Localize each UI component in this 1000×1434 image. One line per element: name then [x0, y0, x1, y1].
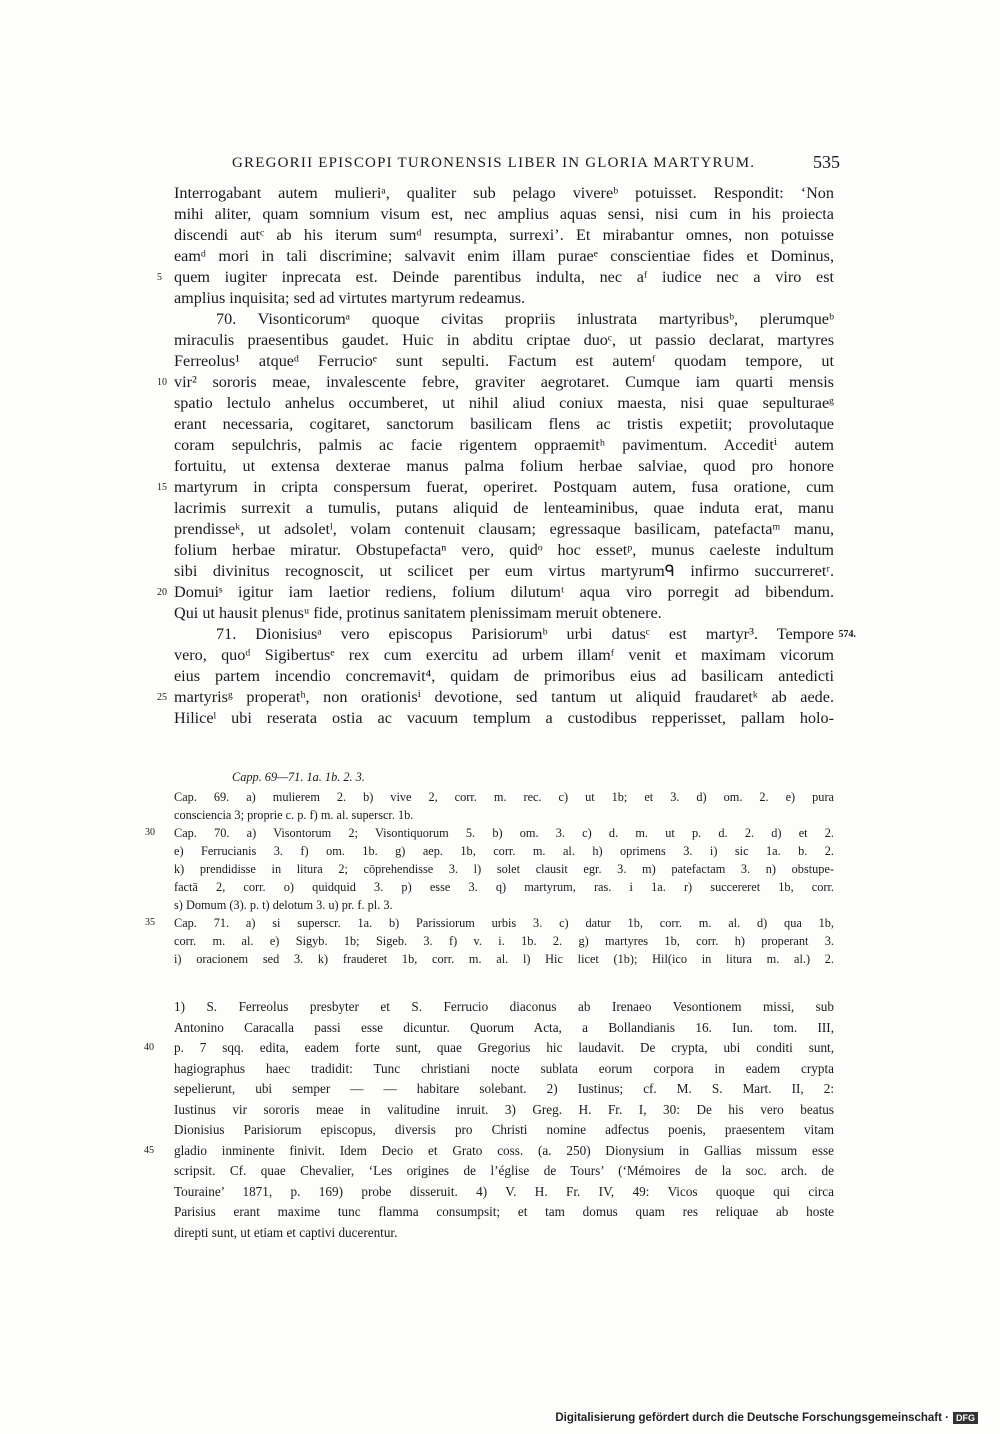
main-text-line-text: martyrisᵍ properatʰ, non orationisⁱ devotione, sed tantum ut aliquid fraudaretᵏ ab aede. — [174, 688, 834, 706]
running-title: GREGORII EPISCOPI TURONENSIS LIBER IN GLORIA MARTYRUM. — [232, 155, 756, 171]
footnote-line — [144, 1141, 834, 1162]
apparatus-line-text: Cap. 70. a) Visontorum 2; Visontiquorum 5. b) om. 3. c) d. m. ut p. d. 2. d) et 2. — [174, 826, 834, 840]
apparatus-line — [174, 896, 834, 914]
chapter-sigla-line: Capp. 69—71. 1a. 1b. 2. 3. — [232, 770, 365, 784]
main-text-line-text: discendi autᶜ ab his iterum sumᵈ resumpta, surrexi’. Et mirabantur omnes, non potuisse — [174, 226, 834, 244]
apparatus-line — [174, 950, 834, 968]
apparatus-line-text: i) oracionem sed 3. k) frauderet 1b, corr. m. al. l) Hic licet (1b); Hil(ico in litura m. al.) 2. — [174, 952, 834, 966]
line-number: 15 — [157, 482, 167, 493]
main-text-line — [174, 183, 834, 204]
footnotes — [144, 997, 834, 1243]
footnote-line — [174, 1120, 834, 1141]
main-text-line — [174, 561, 834, 582]
main-text-line — [174, 645, 834, 666]
line-number: 25 — [157, 692, 167, 703]
main-text-line-text: quem iugiter inprecata est. Deinde parentibus indulta, nec aᶠ iudice nec a viro est — [174, 268, 834, 286]
main-text-line-text: lacrimis surrexit a tumulis, putans aliquid de lenteaminibus, quae induta erat, manu — [174, 499, 834, 517]
apparatus-line-text: Cap. 71. a) si superscr. 1a. b) Parissiorum urbis 3. c) datur 1b, corr. m. al. d) qua 1b, — [174, 916, 834, 930]
line-number: 20 — [157, 587, 167, 598]
footnote-line-text: scripsit. Cf. quae Chevalier, ‘Les origines de l’église de Tours’ (‘Mémoires de la soc. arch. de — [174, 1163, 834, 1178]
main-text-line-text: vero, quoᵈ Sigibertusᵉ rex cum exercitu ad urbem illamᶠ venit et maximam vicorum — [174, 646, 834, 664]
line-number: 30 — [145, 827, 155, 838]
main-text-line — [174, 540, 834, 561]
main-text-line — [157, 687, 834, 708]
apparatus-line — [174, 806, 834, 824]
main-text-line — [174, 414, 834, 435]
footnote-line — [174, 1079, 834, 1100]
main-text-line — [174, 666, 834, 687]
main-text-line-text: eamᵈ mori in tali discrimine; salvavit enim illam puraeᵉ conscientiae fides et Dominus, — [174, 247, 834, 265]
apparatus-line-text: s) Domum (3). p. t) delotum 3. u) pr. f. pl. 3. — [174, 898, 393, 912]
footnote-line-text: Parisius erant maxime tunc flamma consumpsit; et tam domus quam res reliquae ab hoste — [174, 1204, 834, 1219]
main-text-line — [174, 498, 834, 519]
main-text-line-text: Hiliceˡ ubi reserata ostia ac vacuum templum a custodibus repperisset, pallam holo- — [174, 709, 834, 727]
line-number: 35 — [145, 917, 155, 928]
main-text-line-text: coram sepulchris, palmis ac facie rigentem oppraemitʰ pavimentum. Acceditⁱ autem — [174, 436, 834, 454]
line-number: 40 — [144, 1042, 154, 1053]
main-text-line-text: miraculis praesentibus gaudet. Huic in abditu criptae duoᶜ, ut passio declarat, martyres — [174, 331, 834, 349]
main-text-line — [174, 435, 834, 456]
apparatus-line — [174, 878, 834, 896]
apparatus-line-text: corr. m. al. e) Sigyb. 1b; Sigeb. 3. f) v. i. 1b. 2. g) martyres 1b, corr. h) properant 3. — [174, 934, 834, 948]
line-number: 45 — [144, 1144, 154, 1156]
footnote-line-text: sepelierunt, ubi semper — — habitare solebant. 2) Iustinus; cf. M. S. Mart. II, 2: — [174, 1081, 834, 1096]
main-text-line — [174, 624, 856, 645]
main-text-line-text: Qui ut hausit plenusᵘ fide, protinus sanitatem plenissimam meruit obtenere. — [174, 604, 662, 622]
main-text-line — [174, 393, 834, 414]
footer-text: Digitalisierung gefördert durch die Deutsche Forschungsgemeinschaft · — [555, 1412, 949, 1424]
line-number: 5 — [157, 272, 162, 283]
apparatus-line-text: e) Ferrucianis 3. f) om. 1b. g) aep. 1b, corr. m. al. h) oprimens 3. i) sic 1a. b. 2. — [174, 844, 834, 858]
main-text-line-text: Domuiˢ igitur iam laetior rediens, folium dilutumᵗ aqua viro porregit ad bibendum. — [174, 583, 834, 601]
apparatus-line-text: factā 2, corr. o) quidquid 3. p) esse 3. q) martyrum, ras. i 1a. r) succereret 1b, corr. — [174, 880, 834, 894]
main-text-line — [174, 708, 834, 729]
main-text-line — [174, 519, 834, 540]
footnote-line — [144, 1038, 834, 1059]
footnote-line — [174, 1059, 834, 1080]
apparatus-line — [174, 788, 834, 806]
main-text-line — [174, 351, 834, 372]
line-number: 10 — [157, 377, 167, 388]
apparatus-line-text: consciencia 3; proprie c. p. f) m. al. superscr. 1b. — [174, 808, 414, 822]
main-text-line-text: eius partem incendio concremavit⁴, quidam de primoribus eius ad basilicam antedicti — [174, 667, 834, 685]
footnote-line-text: gladio inminente finivit. Idem Decio et Grato coss. (a. 250) Dionysium in Gallias missum esse — [174, 1142, 834, 1158]
apparatus-line — [174, 860, 834, 878]
main-text-line-text: mihi aliter, quam somnium visum est, nec amplius aquas sensi, nisi cum in his proiecta — [174, 205, 834, 223]
dfg-logo: DFG — [953, 1412, 978, 1424]
apparatus-line — [174, 842, 834, 860]
main-text-line-text: 70. Visonticorumᵃ quoque civitas propriis inlustrata martyribusᵇ, plerumqueᵇ — [216, 310, 834, 328]
apparatus-line — [145, 824, 834, 842]
main-text-line — [174, 204, 834, 225]
main-text-line — [174, 330, 834, 351]
main-text-line — [157, 267, 834, 288]
main-text-line — [174, 456, 834, 477]
main-text-line-text: vir² sororis meae, invalescente febre, graviter aegrotaret. Cumque iam quarti mensis — [174, 373, 834, 391]
main-text-line-text: Ferreolus¹ atqueᵈ Ferrucioᵉ sunt sepulti. Factum est autemᶠ quodam tempore, ut — [174, 352, 834, 370]
main-text-line-text: folium herbae miratur. Obstupefactaⁿ vero, quidᵒ hoc essetᵖ, munus caeleste indultum — [174, 541, 834, 559]
main-text — [157, 183, 856, 729]
footnote-line-text: direpti sunt, ut etiam et captivi ducerentur. — [174, 1224, 398, 1240]
main-text-line-text: spatio lectulo anhelus occumberet, ut nihil aliud coniux maesta, nisi quae sepulturaeᵍ — [174, 394, 834, 412]
main-text-line — [174, 246, 834, 267]
footnote-line-text: Antonino Caracalla passi esse dicuntur. Quorum Acta, a Bollandianis 16. Iun. tom. III, — [174, 1019, 834, 1035]
main-text-line-text: fortuitu, ut extensa dexterae manus palma folium herbae salviae, quod pro honore — [174, 457, 834, 475]
footnote-line-text: 1) S. Ferreolus presbyter et S. Ferrucio diaconus ab Irenaeo Vesontionem missi, sub — [174, 999, 834, 1014]
footnote-line — [174, 1161, 834, 1182]
footnote-line-text: p. 7 sqq. edita, eadem forte sunt, quae Gregorius hic laudavit. De crypta, ubi conditi sunt, — [174, 1040, 834, 1055]
footnote-line-text: Iustinus vir sororis meae in valitudine inruit. 3) Greg. H. Fr. I, 30: De his vero beatus — [174, 1101, 834, 1117]
main-text-line-text: amplius inquisita; sed ad virtutes martyrum redeamus. — [174, 289, 526, 307]
main-text-line-text: erant necessaria, cogitaret, sanctorum basilicam flens ac tristis expetiit; provolutaque — [174, 415, 834, 433]
main-text-line-text: martyrum in cripta conspersum fuerat, operiret. Postquam autem, fusa oratione, cum — [174, 478, 834, 496]
running-header — [232, 152, 840, 172]
main-text-line-text: prendisseᵏ, ut adsoletˡ, volam contenuit clausam; egressaque basilicam, patefactaᵐ manu, — [174, 520, 834, 538]
page-number: 535 — [813, 152, 840, 172]
main-text-line-text: Interrogabant autem mulieriᵃ, qualiter sub pelago vivereᵇ potuisset. Respondit: ‘Non — [174, 184, 834, 202]
footnote-line — [174, 1100, 834, 1121]
main-text-line-text: sibi divinitus recognoscit, ut scilicet per eum virtus martyrumᑫ infirmo succurreretʳ. — [174, 562, 834, 580]
footnote-line-text: Dionisius Parisiorum episcopus, diversis pro Christi nomine adfectus poenis, praesentem vitam — [174, 1122, 834, 1137]
footnote-line — [174, 997, 834, 1018]
critical-apparatus — [145, 788, 834, 968]
footnote-line-text: Touraine’ 1871, p. 169) probe disseruit. 4) V. H. Fr. IV, 49: Vicos quoque qui circa — [174, 1183, 834, 1199]
main-text-line — [157, 372, 834, 393]
main-text-line — [174, 603, 834, 624]
main-text-line — [157, 477, 834, 498]
footnote-line — [174, 1223, 834, 1244]
apparatus-line — [145, 914, 834, 932]
footnote-line-text: hagiographus haec tradidit: Tunc christiani nocte sublata eorum corpora in eadem crypta — [174, 1060, 834, 1076]
main-text-line — [174, 309, 834, 330]
main-text-line-text: 71. Dionisiusᵃ vero episcopus Parisiorumᵇ urbi datusᶜ est martyr³. Tempore — [216, 625, 834, 643]
footnote-line — [174, 1202, 834, 1223]
main-text-line — [174, 288, 834, 309]
footer-credit — [555, 1412, 978, 1424]
apparatus-line-text: k) prendidisse in litura 2; cōprehendisse 3. l) solet clausit egr. 3. m) patefactam 3. n) obstupe- — [174, 862, 834, 876]
main-text-line — [174, 225, 834, 246]
margin-year-number: 574. — [838, 629, 856, 640]
apparatus-line — [174, 932, 834, 950]
footnote-line — [174, 1018, 834, 1039]
footnote-line — [174, 1182, 834, 1203]
apparatus-line-text: Cap. 69. a) mulierem 2. b) vive 2, corr. m. rec. c) ut 1b; et 3. d) om. 2. e) pura — [174, 790, 834, 804]
main-text-line — [157, 582, 834, 603]
